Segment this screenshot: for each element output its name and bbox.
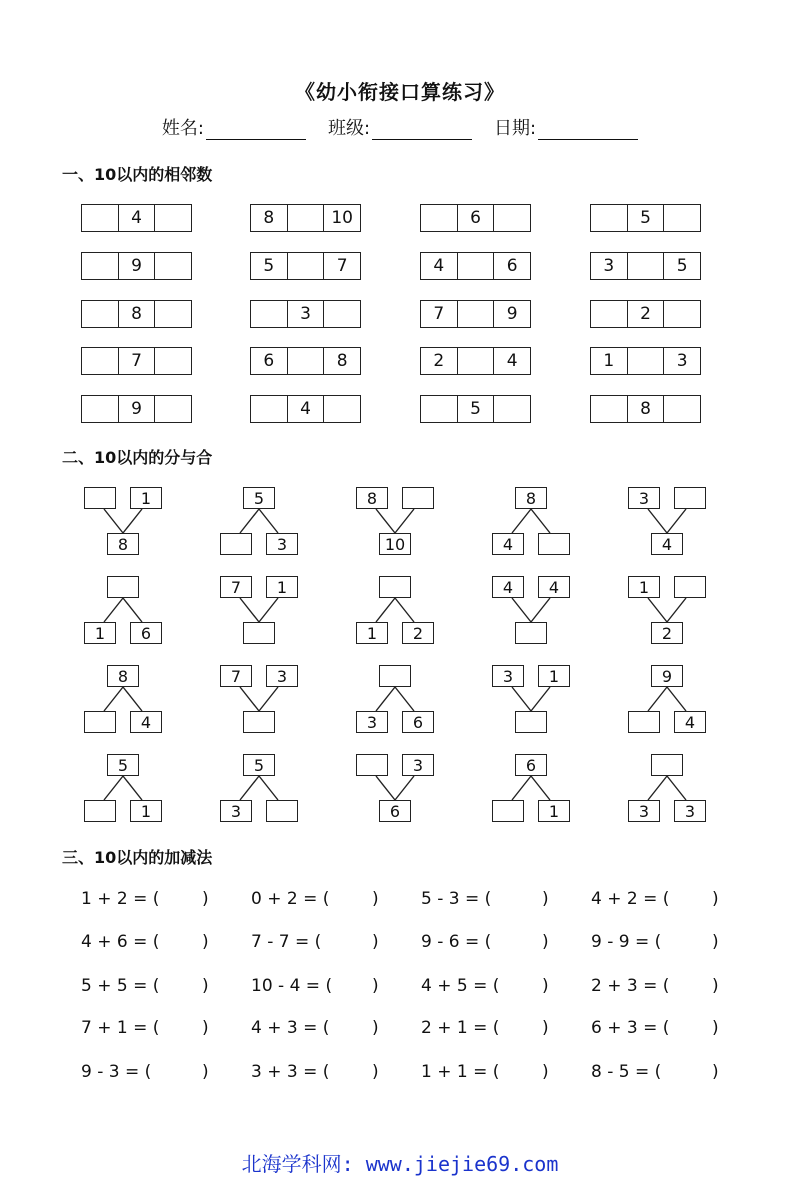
equation-expression: 3 + 3 = ( [251, 1062, 330, 1082]
equation-expression: 8 - 5 = ( [591, 1062, 662, 1082]
answer-blank[interactable] [314, 976, 366, 998]
number-box: 8 [107, 533, 139, 555]
equation-expression: 10 - 4 = ( [251, 976, 333, 996]
connector-line [648, 598, 667, 622]
number-cell: 6 [457, 205, 494, 231]
answer-blank[interactable] [314, 1062, 366, 1084]
answer-blank[interactable] [314, 1018, 366, 1040]
answer-box[interactable] [84, 711, 116, 733]
connector-line [667, 509, 686, 533]
connector-line [667, 598, 686, 622]
answer-box[interactable] [628, 711, 660, 733]
answer-cell[interactable] [154, 396, 191, 422]
answer-cell[interactable] [287, 348, 324, 374]
date-blank-line[interactable] [538, 119, 638, 140]
close-paren: ) [542, 976, 549, 996]
connector-line [395, 598, 414, 622]
number-box: 5 [243, 754, 275, 776]
close-paren: ) [202, 1018, 209, 1038]
number-box: 1 [538, 665, 570, 687]
number-box: 1 [130, 800, 162, 822]
answer-cell[interactable] [457, 301, 494, 327]
answer-cell[interactable] [493, 205, 530, 231]
answer-box[interactable] [492, 800, 524, 822]
equation-expression: 1 + 1 = ( [421, 1062, 500, 1082]
close-paren: ) [372, 889, 379, 909]
close-paren: ) [202, 1062, 209, 1082]
answer-blank[interactable] [654, 889, 706, 911]
number-cell: 8 [323, 348, 360, 374]
connector-line [395, 509, 414, 533]
connector-line [531, 776, 550, 800]
number-cell: 3 [287, 301, 324, 327]
number-cell: 9 [118, 253, 155, 279]
section2-title: 二、10以内的分与合 [62, 448, 213, 467]
close-paren: ) [542, 1018, 549, 1038]
number-box: 3 [674, 800, 706, 822]
neighbor-box-group [81, 252, 192, 280]
equation-expression: 9 - 3 = ( [81, 1062, 152, 1082]
number-box: 1 [130, 487, 162, 509]
name-blank-line[interactable] [206, 119, 306, 140]
equation-expression: 4 + 2 = ( [591, 889, 670, 909]
neighbor-box-group [590, 252, 701, 280]
number-cell: 3 [663, 348, 700, 374]
number-cell: 7 [118, 348, 155, 374]
connector-line [104, 598, 123, 622]
close-paren: ) [542, 889, 549, 909]
connector-line [376, 776, 395, 800]
connector-line [512, 687, 531, 711]
number-box: 5 [243, 487, 275, 509]
neighbor-box-group [420, 395, 531, 423]
connector-line [395, 776, 414, 800]
number-cell: 4 [433, 256, 445, 276]
neighbor-box-group [250, 252, 361, 280]
neighbor-box-group [590, 395, 701, 423]
close-paren: ) [202, 976, 209, 996]
answer-blank[interactable] [484, 1018, 536, 1040]
number-box: 6 [130, 622, 162, 644]
close-paren: ) [372, 976, 379, 996]
equation-expression: 6 + 3 = ( [591, 1018, 670, 1038]
answer-cell[interactable] [493, 396, 530, 422]
neighbor-box-group [81, 347, 192, 375]
close-paren: ) [712, 976, 719, 996]
close-paren: ) [372, 1062, 379, 1082]
answer-box[interactable] [651, 754, 683, 776]
answer-cell[interactable] [82, 396, 118, 422]
class-label: 班级: [327, 118, 371, 139]
equation-expression: 2 + 1 = ( [421, 1018, 500, 1038]
number-cell: 4 [118, 205, 155, 231]
answer-blank[interactable] [654, 932, 706, 954]
answer-cell[interactable] [323, 396, 360, 422]
connector-line [123, 598, 142, 622]
answer-box[interactable] [356, 754, 388, 776]
number-box: 6 [515, 754, 547, 776]
answer-blank[interactable] [144, 976, 196, 998]
neighbor-box-group [420, 204, 531, 232]
number-cell: 5 [663, 253, 700, 279]
equation-expression: 1 + 2 = ( [81, 889, 160, 909]
neighbor-box-group [250, 300, 361, 328]
number-box: 3 [628, 487, 660, 509]
equation-expression: 4 + 5 = ( [421, 976, 500, 996]
connector-line [123, 776, 142, 800]
answer-blank[interactable] [144, 1062, 196, 1084]
number-box: 3 [266, 665, 298, 687]
student-info-row [0, 114, 800, 140]
neighbor-box-group [420, 252, 531, 280]
connector-line [667, 776, 686, 800]
number-box: 1 [628, 576, 660, 598]
connector-line [648, 687, 667, 711]
equation-expression: 9 - 6 = ( [421, 932, 492, 952]
answer-cell[interactable] [627, 253, 664, 279]
connector-line [648, 776, 667, 800]
answer-cell[interactable] [663, 301, 700, 327]
answer-blank[interactable] [484, 1062, 536, 1084]
answer-cell[interactable] [154, 253, 191, 279]
number-cell: 7 [323, 253, 360, 279]
number-box: 3 [356, 711, 388, 733]
number-box: 4 [651, 533, 683, 555]
name-field[interactable] [162, 114, 306, 140]
answer-box[interactable] [674, 487, 706, 509]
number-cell: 2 [433, 351, 445, 371]
close-paren: ) [542, 1062, 549, 1082]
number-box: 7 [220, 576, 252, 598]
answer-box[interactable] [402, 487, 434, 509]
answer-blank[interactable] [314, 889, 366, 911]
number-box: 9 [651, 665, 683, 687]
neighbor-box-group [590, 347, 701, 375]
connector-line [259, 509, 278, 533]
connector-line [512, 776, 531, 800]
number-box: 7 [220, 665, 252, 687]
connector-line [123, 687, 142, 711]
close-paren: ) [202, 932, 209, 952]
answer-blank[interactable] [654, 1062, 706, 1084]
equation-expression: 7 - 7 = ( [251, 932, 322, 952]
answer-cell[interactable] [421, 396, 457, 422]
equation-expression: 0 + 2 = ( [251, 889, 330, 909]
answer-cell[interactable] [457, 253, 494, 279]
answer-box[interactable] [107, 576, 139, 598]
number-cell: 8 [263, 208, 275, 228]
connector-line [240, 598, 259, 622]
answer-box[interactable] [674, 576, 706, 598]
number-cell: 4 [287, 396, 324, 422]
answer-cell[interactable] [663, 396, 700, 422]
number-cell: 8 [118, 301, 155, 327]
equation-expression: 5 - 3 = ( [421, 889, 492, 909]
connector-line [531, 509, 550, 533]
connector-line [376, 598, 395, 622]
answer-cell[interactable] [457, 348, 494, 374]
connector-line [240, 776, 259, 800]
answer-box[interactable] [220, 533, 252, 555]
answer-box[interactable] [266, 800, 298, 822]
class-blank-line[interactable] [372, 119, 472, 140]
number-box: 4 [674, 711, 706, 733]
answer-cell[interactable] [421, 205, 457, 231]
answer-cell[interactable] [287, 205, 324, 231]
neighbor-box-group [81, 204, 192, 232]
answer-cell[interactable] [82, 253, 118, 279]
answer-cell[interactable] [591, 205, 627, 231]
equation-expression: 5 + 5 = ( [81, 976, 160, 996]
number-box: 8 [515, 487, 547, 509]
close-paren: ) [202, 889, 209, 909]
answer-blank[interactable] [144, 1018, 196, 1040]
number-cell: 5 [627, 205, 664, 231]
number-box: 2 [402, 622, 434, 644]
connector-line [240, 509, 259, 533]
answer-blank[interactable] [484, 932, 536, 954]
neighbor-box-group [81, 395, 192, 423]
number-box: 1 [538, 800, 570, 822]
neighbor-box-group [420, 300, 531, 328]
number-cell: 2 [627, 301, 664, 327]
answer-cell[interactable] [323, 301, 360, 327]
number-box: 4 [492, 533, 524, 555]
answer-box[interactable] [538, 533, 570, 555]
connector-line [531, 598, 550, 622]
answer-cell[interactable] [591, 396, 627, 422]
answer-cell[interactable] [663, 205, 700, 231]
answer-blank[interactable] [144, 932, 196, 954]
answer-cell[interactable] [82, 348, 118, 374]
neighbor-box-group [590, 204, 701, 232]
number-cell: 8 [627, 396, 664, 422]
connector-line [104, 776, 123, 800]
connector-line [259, 598, 278, 622]
answer-box[interactable] [84, 487, 116, 509]
close-paren: ) [712, 1062, 719, 1082]
neighbor-box-group [250, 204, 361, 232]
number-cell: 6 [263, 351, 275, 371]
answer-blank[interactable] [654, 1018, 706, 1040]
number-box: 4 [538, 576, 570, 598]
connector-line [104, 687, 123, 711]
number-box: 4 [492, 576, 524, 598]
equation-expression: 4 + 6 = ( [81, 932, 160, 952]
connector-line [531, 687, 550, 711]
connector-line [376, 687, 395, 711]
close-paren: ) [712, 1018, 719, 1038]
answer-cell[interactable] [82, 205, 118, 231]
number-box: 1 [84, 622, 116, 644]
class-field[interactable] [328, 114, 472, 140]
number-box: 3 [266, 533, 298, 555]
name-label: 姓名: [161, 118, 204, 139]
equation-expression: 2 + 3 = ( [591, 976, 670, 996]
answer-cell[interactable] [251, 301, 287, 327]
answer-box[interactable] [84, 800, 116, 822]
neighbor-box-group [81, 300, 192, 328]
section3-title: 三、10以内的加减法 [62, 848, 213, 867]
equation-expression: 7 + 1 = ( [81, 1018, 160, 1038]
number-cell: 9 [493, 301, 530, 327]
connector-line [259, 687, 278, 711]
number-box: 8 [356, 487, 388, 509]
number-box: 10 [379, 533, 411, 555]
close-paren: ) [712, 932, 719, 952]
equation-expression: 4 + 3 = ( [251, 1018, 330, 1038]
number-cell: 4 [493, 348, 530, 374]
date-field[interactable] [494, 114, 638, 140]
answer-box[interactable] [379, 665, 411, 687]
neighbor-box-group [420, 347, 531, 375]
answer-cell[interactable] [627, 348, 664, 374]
connector-line [512, 598, 531, 622]
number-box: 3 [492, 665, 524, 687]
number-box: 5 [107, 754, 139, 776]
answer-blank[interactable] [144, 889, 196, 911]
number-cell: 1 [603, 351, 615, 371]
answer-box[interactable] [515, 711, 547, 733]
number-cell: 3 [603, 256, 615, 276]
number-cell: 5 [457, 396, 494, 422]
connector-line [259, 776, 278, 800]
connector-line [667, 687, 686, 711]
equation-expression: 9 - 9 = ( [591, 932, 662, 952]
neighbor-box-group [250, 347, 361, 375]
answer-box[interactable] [379, 576, 411, 598]
number-box: 6 [379, 800, 411, 822]
close-paren: ) [372, 932, 379, 952]
answer-blank[interactable] [654, 976, 706, 998]
footer-website[interactable]: 北海学科网: www.jiejie69.com [241, 1152, 559, 1176]
close-paren: ) [372, 1018, 379, 1038]
number-cell: 10 [323, 205, 360, 231]
answer-cell[interactable] [154, 301, 191, 327]
answer-cell[interactable] [154, 348, 191, 374]
connector-line [123, 509, 142, 533]
answer-blank[interactable] [484, 889, 536, 911]
neighbor-box-group [250, 395, 361, 423]
number-box: 1 [356, 622, 388, 644]
close-paren: ) [712, 889, 719, 909]
number-box: 2 [651, 622, 683, 644]
close-paren: ) [542, 932, 549, 952]
answer-cell[interactable] [287, 253, 324, 279]
connector-line [104, 509, 123, 533]
number-box: 3 [220, 800, 252, 822]
number-cell: 7 [433, 304, 445, 324]
number-box: 8 [107, 665, 139, 687]
answer-blank[interactable] [314, 932, 366, 954]
number-box: 4 [130, 711, 162, 733]
section1-title: 一、10以内的相邻数 [62, 165, 213, 184]
answer-cell[interactable] [251, 396, 287, 422]
worksheet-title: 《幼小衔接口算练习》 [295, 80, 505, 104]
number-cell: 6 [493, 253, 530, 279]
answer-blank[interactable] [484, 976, 536, 998]
number-box: 6 [402, 711, 434, 733]
connector-line [395, 687, 414, 711]
answer-cell[interactable] [82, 301, 118, 327]
number-box: 3 [402, 754, 434, 776]
connector-line [376, 509, 395, 533]
neighbor-box-group [590, 300, 701, 328]
connector-line [240, 687, 259, 711]
number-box: 1 [266, 576, 298, 598]
number-cell: 9 [118, 396, 155, 422]
answer-box[interactable] [515, 622, 547, 644]
answer-cell[interactable] [154, 205, 191, 231]
connector-line [512, 509, 531, 533]
answer-box[interactable] [243, 622, 275, 644]
date-label: 日期: [494, 118, 537, 139]
number-box: 3 [628, 800, 660, 822]
connector-line [648, 509, 667, 533]
answer-box[interactable] [243, 711, 275, 733]
number-cell: 5 [263, 256, 275, 276]
answer-cell[interactable] [591, 301, 627, 327]
